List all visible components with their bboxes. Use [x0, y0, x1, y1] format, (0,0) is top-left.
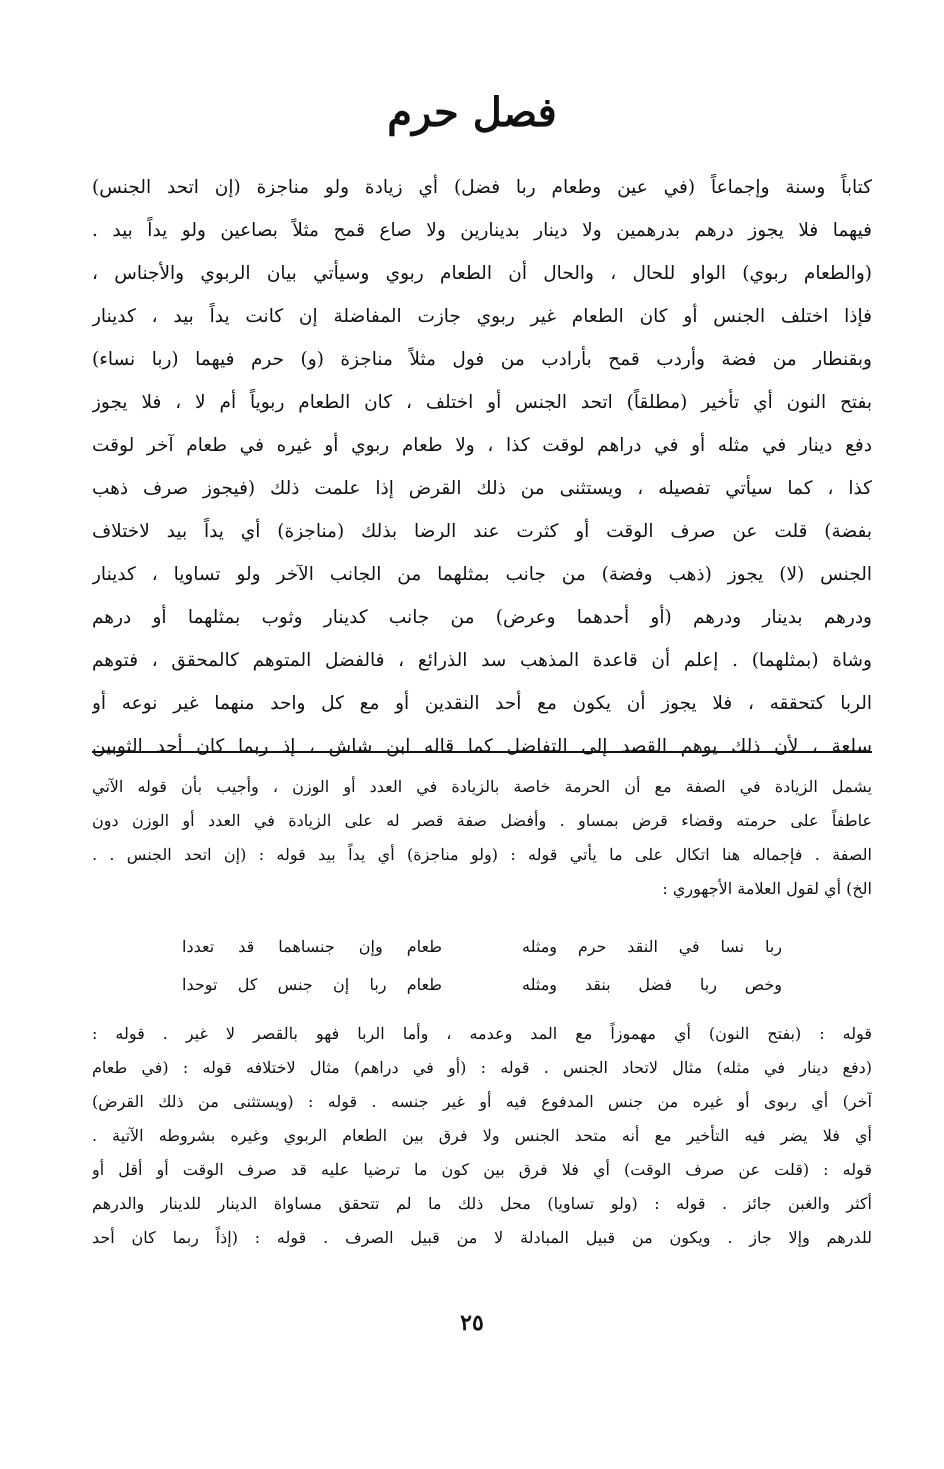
- commentary-line: الخ) أي لقول العلامة الأجهوري :: [662, 879, 872, 898]
- main-text: [92, 166, 872, 768]
- section-title: فصل حرم: [387, 89, 557, 136]
- commentary-line: الصفة . فإجماله هنا اتكال على ما يأتي قوله : (ولو مناجزة) أي يداً بيد قوله : (إن اتحد الجنس . .: [92, 845, 872, 864]
- poem-verse: [92, 928, 872, 966]
- commentary-line: أكثر والغبن جائز . قوله : (ولو تساويا) محل ذلك ما لم تتحقق مساواة الدينار للدينار والدرهم: [92, 1194, 872, 1213]
- main-line: بفتح النون أي تأخير (مطلقاً) اتحد الجنس أو اختلف ، كان الطعام ربوياً أم لا ، فلا يجوز: [92, 392, 872, 413]
- commentary-line: يشمل الزيادة في الصفة مع أن الحرمة خاصة بالزيادة في العدد أو الوزن ، وأجيب بأن قوله الآتي: [92, 777, 872, 796]
- main-line: فإذا اختلف الجنس أو كان الطعام غير ربوي جازت المفاضلة إن كانت يداً بيد ، كدينار: [92, 306, 872, 327]
- commentary-line: أي فلا يضر فيه التأخير مع أنه متحد الجنس ولا فرق بين الطعام الربوي وغيره بشروطه الآتية .: [92, 1126, 872, 1145]
- commentary-line: قوله : (بفتح النون) أي مهموزاً مع المد وعدمه ، وأما الربا فهو بالقصر لا غير . قوله :: [92, 1024, 872, 1043]
- commentary-line: آخر) أي ربوى أو غيره من جنس المدفوع فيه أو غير جنسه . قوله : (ويستثنى من ذلك القرض): [92, 1092, 872, 1111]
- verse-first-hemistich: ربا نسا في النقد حرم ومثله: [522, 937, 782, 956]
- main-line: بفضة) قلت عن صرف الوقت أو كثرت عند الرضا بذلك (مناجزة) أي يداً بيد لاختلاف: [92, 521, 872, 542]
- main-line: (والطعام ربوي) الواو للحال ، والحال أن الطعام ربوي وسيأتي بيان الربوي والأجناس ،: [92, 263, 872, 284]
- commentary-line: (دفع دينار في مثله) مثال لاتحاد الجنس . قوله : (أو في دراهم) مثال لاختلافه قوله : (في طعام: [92, 1058, 872, 1077]
- main-line: الربا كتحققه ، فلا يجوز أن يكون مع أحد النقدين أو مع كل واحد منهما غير نوعه أو: [92, 693, 872, 714]
- verse-second-hemistich: طعام وإن جنساهما قد تعددا: [182, 937, 442, 956]
- main-line: وشاة (بمثلهما) . إعلم أن قاعدة المذهب سد الذرائع ، فالفضل المتوهم كالمحقق ، فتوهم: [92, 650, 872, 671]
- main-line: فيهما فلا يجوز درهم بدرهمين ولا دينار بدينارين ولا صاع قمح مثلاً بصاعين ولو يداً بيد .: [92, 220, 872, 241]
- verse-second-hemistich: طعام ربا إن جنس كل توحدا: [182, 975, 442, 994]
- commentary-line: عاطفاً على حرمته وقضاء قرض بمساو . وأفضل صفة قصر له على الزيادة في العدد أو الوزن دون: [92, 811, 872, 830]
- page-number: ٢٥: [460, 1310, 484, 1336]
- main-line: سلعة ، لأن ذلك يوهم القصد إلى التفاضل كما قاله ابن شاش ، إذ ربما كان أحد الثوبين: [92, 736, 872, 757]
- main-line: دفع دينار في مثله أو في دراهم لوقت كذا ، ولا طعام ربوي أو غيره في طعام آخر لوقت: [92, 435, 872, 456]
- commentary-text-continued: [92, 1017, 872, 1255]
- main-line: الجنس (لا) يجوز (ذهب وفضة) من جانب بمثلهما من الجانب الآخر ولو تساويا ، كدينار: [92, 564, 872, 585]
- commentary-line: قوله : (قلت عن صرف الوقت) أي فلا فرق بين كون ما ترضيا عليه قد صرف الوقت أو أقل أو: [92, 1160, 872, 1179]
- poem-verse: [92, 966, 872, 1004]
- footnote-divider: [92, 751, 872, 753]
- commentary-text: [92, 770, 872, 906]
- main-line: وبقنطار من فضة وأردب قمح بأرادب من فول مثلاً مناجزة (و) حرم فيهما (ربا نساء): [92, 349, 872, 370]
- commentary-line: للدرهم وإلا جاز . ويكون من قبيل المبادلة لا من قبيل الصرف . قوله : (إذاً ربما كان أحد: [92, 1228, 872, 1247]
- verse-first-hemistich: وخص ربا فضل بنقد ومثله: [522, 975, 782, 994]
- poem: [92, 928, 872, 1004]
- main-line: ودرهم بدينار ودرهم (أو أحدهما وعرض) من جانب كدينار وثوب بمثلهما أو درهم: [92, 607, 872, 628]
- main-line: كذا ، كما سيأتي تفصيله ، ويستثنى من ذلك القرض إذا علمت ذلك (فيجوز صرف ذهب: [92, 478, 872, 499]
- main-line: كتاباً وسنة وإجماعاً (في عين وطعام ربا فضل) أي زيادة ولو مناجزة (إن اتحد الجنس): [92, 177, 872, 198]
